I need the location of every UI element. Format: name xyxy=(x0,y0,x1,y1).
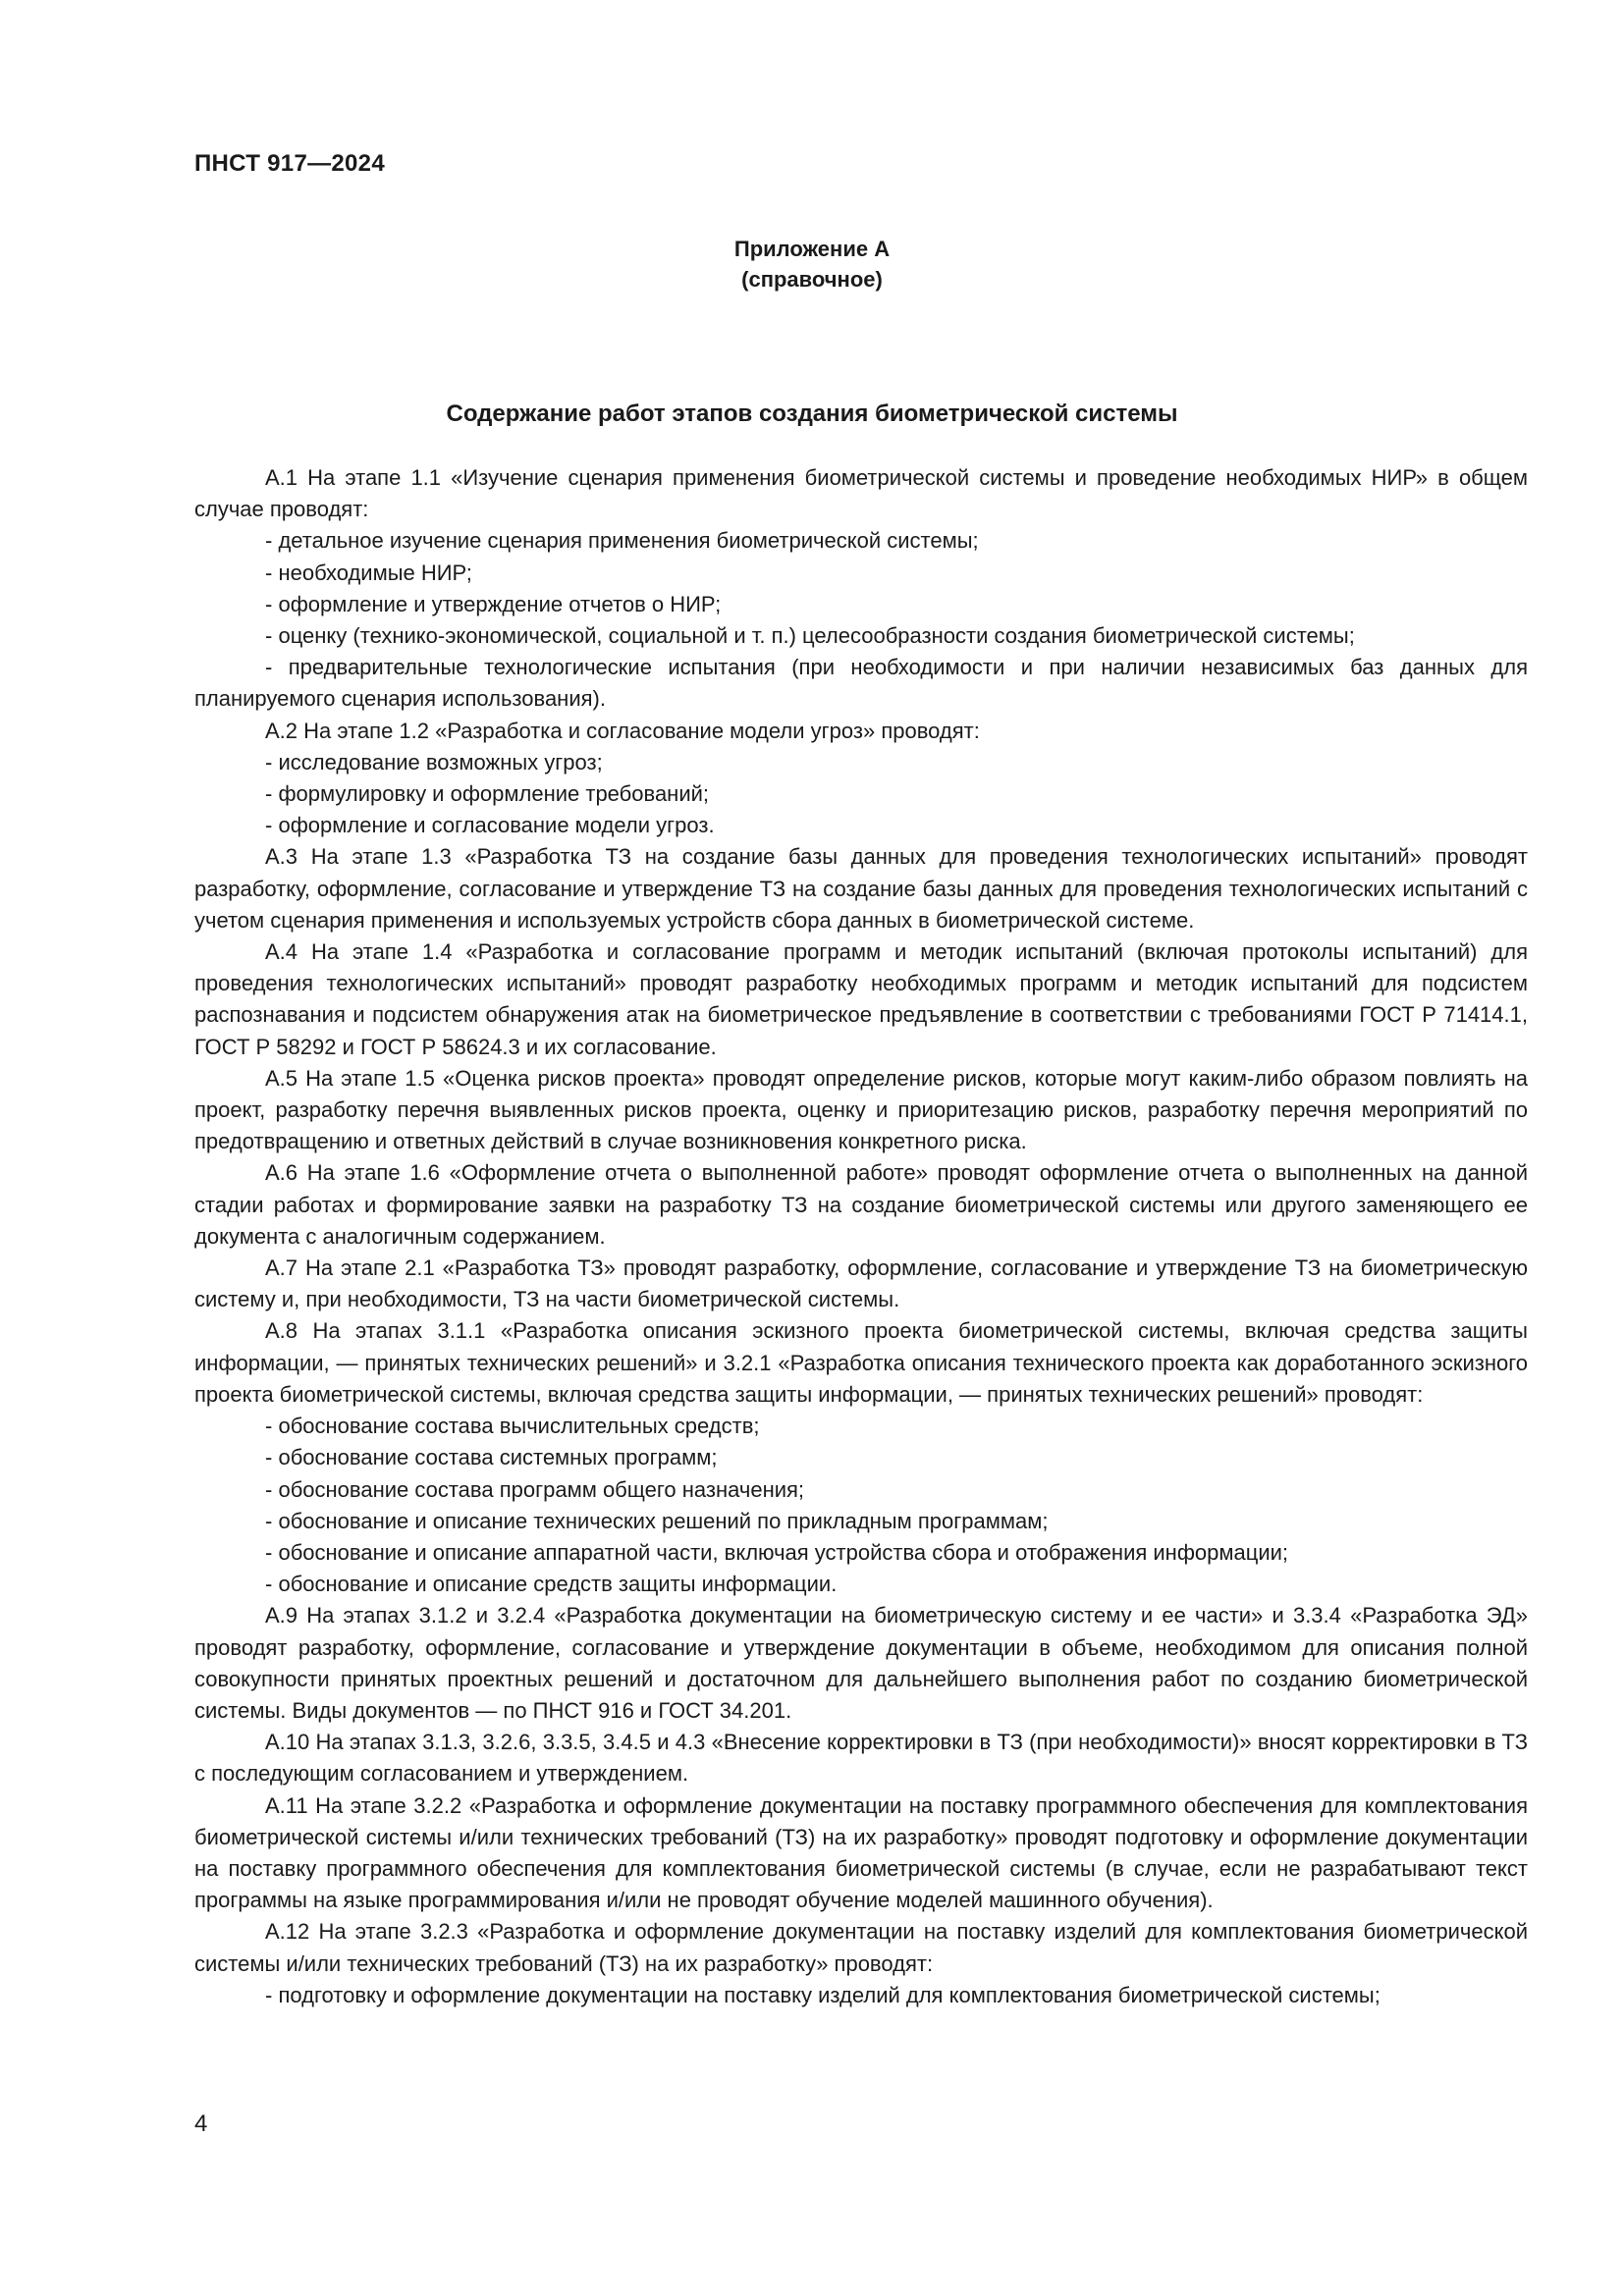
appendix-title: Приложение А xyxy=(733,237,891,261)
list-item: - обоснование и описание средств защиты информации. xyxy=(194,1569,1528,1600)
paragraph: А.9 На этапах 3.1.2 и 3.2.4 «Разработка документации на биометрическую систему и ее части» и 3.3.4 «Разработка ЭД» проводят разработку, оформление, согласование и утверждение документации в объеме, необходимом для описания полной совокупности принятых проектных решений и достаточном для дальнейшего выполнения работ по созданию биометрической системы. Виды документов — по ПНСТ 916 и ГОСТ 34.201. xyxy=(194,1603,1528,1723)
document-body xyxy=(194,462,1528,2011)
list-item: - оформление и согласование модели угроз. xyxy=(194,810,1528,841)
paragraph: А.1 На этапе 1.1 «Изучение сценария применения биометрической системы и проведение необходимых НИР» в общем случае проводят: xyxy=(194,465,1528,522)
section-title: Содержание работ этапов создания биометрической системы xyxy=(446,400,1178,427)
appendix-heading xyxy=(0,234,1624,294)
appendix-subtitle: (справочное) xyxy=(741,267,883,292)
paragraph: А.3 На этапе 1.3 «Разработка ТЗ на создание базы данных для проведения технологических испытаний» проводят разработку, оформление, согласование и утверждение ТЗ на создание базы данных для проведения технологических испытаний с учетом сценария применения и используемых устройств сбора данных в биометрической системе. xyxy=(194,844,1528,933)
list-item: - оценку (технико-экономической, социальной и т. п.) целесообразности создания биометрической системы; xyxy=(194,620,1528,652)
list-item: - обоснование состава программ общего назначения; xyxy=(194,1474,1528,1506)
paragraph: А.11 На этапе 3.2.2 «Разработка и оформление документации на поставку программного обеспечения для комплектования биометрической системы и/или технических требований (ТЗ) на их разработку» проводят подготовку и оформление документации на поставку программного обеспечения для комплектования биометрической системы (в случае, если не разрабатывают текст программы на языке программирования и/или не проводят обучение моделей машинного обучения). xyxy=(194,1792,1528,1913)
list-item: - формулировку и оформление требований; xyxy=(194,778,1528,810)
paragraph: А.4 На этапе 1.4 «Разработка и согласование программ и методик испытаний (включая протоколы испытаний) для проведения технологических испытаний» проводят разработку необходимых программ и методик испытаний для подсистем распознавания и подсистем обнаружения атак на биометрическое предъявление в соответствии с требованиями ГОСТ Р 71414.1, ГОСТ Р 58292 и ГОСТ Р 58624.3 и их согласование. xyxy=(194,939,1528,1059)
paragraph: А.12 На этапе 3.2.3 «Разработка и оформление документации на поставку изделий для комплектования биометрической системы и/или технических требований (ТЗ) на их разработку» проводят: xyxy=(194,1919,1528,1976)
list-item: - обоснование и описание технических решений по прикладным программам; xyxy=(194,1506,1528,1537)
paragraph: А.8 На этапах 3.1.1 «Разработка описания эскизного проекта биометрической системы, включая средства защиты информации, — принятых технических решений» и 3.2.1 «Разработка описания технического проекта как доработанного эскизного проекта биометрической системы, включая средства защиты информации, — принятых технических решений» проводят: xyxy=(194,1318,1528,1407)
document-code: ПНСТ 917—2024 xyxy=(194,150,385,177)
paragraph: А.10 На этапах 3.1.3, 3.2.6, 3.3.5, 3.4.5 и 4.3 «Внесение корректировки в ТЗ (при необходимости)» вносят корректировки в ТЗ с последующим согласованием и утверждением. xyxy=(194,1730,1528,1787)
list-item: - предварительные технологические испытания (при необходимости и при наличии независимых баз данных для планируемого сценария использования). xyxy=(194,652,1528,715)
list-item: - обоснование состава вычислительных средств; xyxy=(194,1411,1528,1442)
list-item: - подготовку и оформление документации на поставку изделий для комплектования биометрической системы; xyxy=(194,1980,1528,2011)
paragraph: А.6 На этапе 1.6 «Оформление отчета о выполненной работе» проводят оформление отчета о выполненных на данной стадии работах и формирование заявки на разработку ТЗ на создание биометрической системы или другого заменяющего ее документа с аналогичным содержанием. xyxy=(194,1160,1528,1249)
paragraph: А.2 На этапе 1.2 «Разработка и согласование модели угроз» проводят: xyxy=(265,718,980,743)
list-item: - исследование возможных угроз; xyxy=(194,747,1528,778)
list-item: - оформление и утверждение отчетов о НИР; xyxy=(194,589,1528,620)
list-item: - обоснование и описание аппаратной части, включая устройства сбора и отображения информации; xyxy=(194,1537,1528,1569)
paragraph: А.7 На этапе 2.1 «Разработка ТЗ» проводят разработку, оформление, согласование и утверждение ТЗ на биометрическую систему и, при необходимости, ТЗ на части биометрической системы. xyxy=(194,1255,1528,1312)
list-item: - обоснование состава системных программ; xyxy=(194,1442,1528,1473)
list-item: - необходимые НИР; xyxy=(194,558,1528,589)
paragraph: А.5 На этапе 1.5 «Оценка рисков проекта» проводят определение рисков, которые могут каким-либо образом повлиять на проект, разработку перечня выявленных рисков проекта, оценку и приоритезацию рисков, разработку перечня мероприятий по предотвращению и ответных действий в случае возникновения конкретного риска. xyxy=(194,1065,1528,1154)
list-item: - детальное изучение сценария применения биометрической системы; xyxy=(194,525,1528,557)
page-number: 4 xyxy=(194,2110,208,2137)
